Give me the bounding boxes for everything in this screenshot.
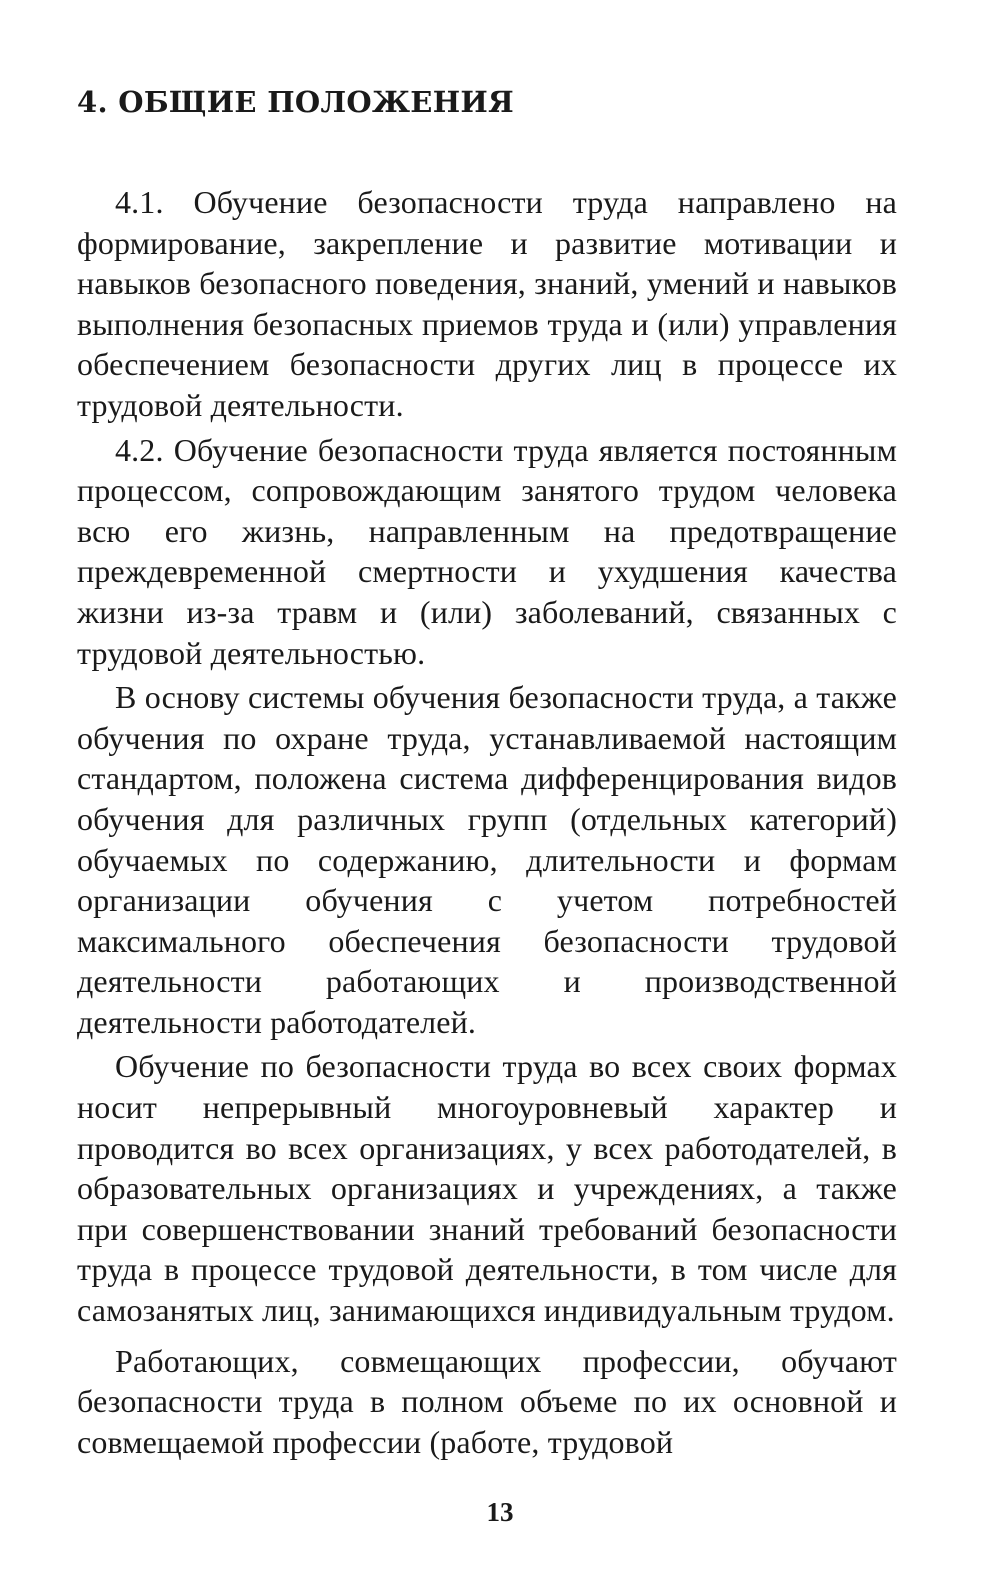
paragraph-4-1: 4.1. Обучение безопасности труда направлено на формирование, закрепление и развитие мотивации и навыков безопасного поведения, знаний, умений и навыков выполнения безопасных приемов труда и (или) управления обеспечением безопасности других лиц в процессе их трудовой деятельности. <box>77 184 897 423</box>
document-page <box>77 80 897 1466</box>
paragraph-combined-professions: Работающих, совмещающих профессии, обучают безопасности труда в полном объеме по их основной и совмещаемой профессии (работе, трудовой <box>77 1342 897 1460</box>
paragraph-training-system: В основу системы обучения безопасности труда, а также обучения по охране труда, устанавливаемой настоящим стандартом, положена система дифференцирования видов обучения для различных групп (отдельных категорий) обучаемых по содержанию, длительности и формам организации обучения с учетом потребностей максимального обеспечения безопасности трудовой деятельности работающих и производственной деятельности работодателей. <box>77 679 897 1040</box>
section-heading: 4. ОБЩИЕ ПОЛОЖЕНИЯ <box>77 85 514 119</box>
paragraph-4-2: 4.2. Обучение безопасности труда является постоянным процессом, сопровождающим занятого трудом человека всю его жизнь, направленным на предотвращение преждевременной смертности и ухудшения качества жизни из-за травм и (или) заболеваний, связанных с трудовой деятельностью. <box>77 431 897 671</box>
paragraph-training-forms: Обучение по безопасности труда во всех своих формах носит непрерывный многоуровневый характер и проводится во всех организациях, у всех работодателей, в образовательных организациях и учреждениях, а также при совершенствовании знаний требований безопасности труда в процессе трудовой деятельности, в том числе для самозанятых лиц, занимающихся индивидуальным трудом. <box>77 1048 897 1329</box>
page-number: 13 <box>486 1497 514 1527</box>
